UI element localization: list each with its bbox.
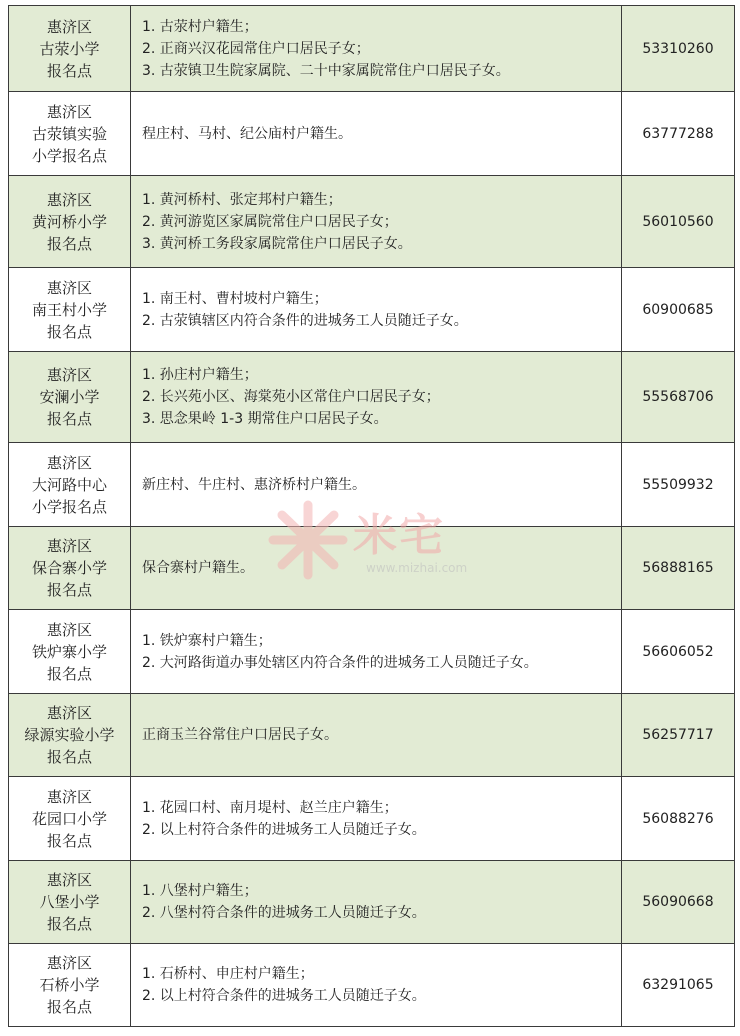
phone-cell: 56257717 (622, 694, 735, 777)
eligibility-cell (131, 694, 622, 777)
school-name-line: 古荥镇实验 (31, 124, 107, 143)
eligibility-line: 1. 南王村、曹村坡村户籍生； (142, 290, 328, 307)
phone-cell: 56606052 (622, 610, 735, 694)
school-name-cell (9, 610, 131, 694)
school-name-line: 报名点 (46, 581, 92, 599)
school-name-line: 报名点 (46, 322, 92, 341)
eligibility-cell (131, 176, 622, 268)
eligibility-line: 1. 八堡村户籍生； (142, 883, 258, 899)
school-name-line: 惠济区 (46, 704, 92, 722)
school-name-line: 惠济区 (46, 620, 92, 639)
phone-cell: 56888165 (622, 527, 735, 610)
table-row (9, 443, 735, 527)
table-row (9, 777, 735, 861)
eligibility-cell (131, 6, 622, 92)
eligibility-line: 2. 以上村符合条件的进城务工人员随迁子女。 (142, 821, 426, 838)
school-name-line: 八堡小学 (39, 893, 100, 911)
school-name-line: 惠济区 (46, 954, 92, 972)
eligibility-cell (131, 777, 622, 861)
school-name-line: 惠济区 (46, 871, 92, 889)
school-name-line: 古荥小学 (39, 39, 100, 58)
table-row (9, 352, 735, 443)
eligibility-line: 1. 花园口村、南月堤村、赵兰庄户籍生； (142, 799, 398, 816)
eligibility-cell (131, 443, 622, 527)
watermark-url: www.mizhai.com (366, 561, 468, 575)
table-row (9, 268, 735, 352)
eligibility-cell (131, 944, 622, 1027)
school-name-cell (9, 861, 131, 944)
table-body (9, 6, 735, 1027)
school-name-line: 报名点 (46, 831, 92, 850)
school-name-line: 报名点 (46, 748, 92, 766)
table-row (9, 694, 735, 777)
eligibility-cell (131, 92, 622, 176)
school-name-line: 保合寨小学 (31, 559, 107, 577)
school-name-line: 报名点 (46, 998, 92, 1016)
eligibility-cell (131, 352, 622, 443)
school-name-line: 报名点 (46, 664, 92, 683)
eligibility-line: 程庄村、马村、纪公庙村户籍生。 (142, 125, 352, 142)
eligibility-cell (131, 268, 622, 352)
phone-cell: 55509932 (622, 443, 735, 527)
school-name-line: 小学报名点 (31, 146, 107, 165)
school-name-line: 小学报名点 (31, 497, 107, 516)
school-name-line: 安澜小学 (39, 388, 100, 406)
school-name-cell (9, 92, 131, 176)
school-name-line: 报名点 (46, 915, 92, 933)
phone-cell: 55568706 (622, 352, 735, 443)
school-name-line: 惠济区 (46, 190, 92, 209)
school-name-cell (9, 944, 131, 1027)
school-name-line: 惠济区 (46, 453, 92, 472)
phone-cell: 53310260 (622, 6, 735, 92)
eligibility-cell (131, 527, 622, 610)
table-row (9, 176, 735, 268)
school-name-cell (9, 694, 131, 777)
school-name-cell (9, 176, 131, 268)
school-name-line: 惠济区 (46, 787, 92, 806)
school-name-line: 铁炉寨小学 (31, 642, 107, 661)
eligibility-line: 2. 八堡村符合条件的进城务工人员随迁子女。 (142, 905, 426, 921)
eligibility-line: 2. 大河路街道办事处辖区内符合条件的进城务工人员随迁子女。 (142, 654, 538, 671)
school-name-cell (9, 777, 131, 861)
phone-cell: 63291065 (622, 944, 735, 1027)
eligibility-line: 2. 以上村符合条件的进城务工人员随迁子女。 (142, 988, 426, 1004)
eligibility-line: 3. 黄河桥工务段家属院常住户口居民子女。 (142, 235, 412, 252)
table-row (9, 527, 735, 610)
eligibility-line: 1. 孙庄村户籍生； (142, 367, 258, 383)
school-name-line: 惠济区 (46, 102, 92, 121)
school-name-line: 绿源实验小学 (24, 726, 115, 744)
enrollment-table-container (8, 5, 734, 1027)
table-row (9, 6, 735, 92)
eligibility-line: 3. 古荥镇卫生院家属院、二十中家属院常住户口居民子女。 (142, 62, 510, 79)
school-name-line: 报名点 (46, 410, 92, 428)
phone-cell: 56090668 (622, 861, 735, 944)
school-name-line: 黄河桥小学 (31, 212, 107, 231)
eligibility-line: 1. 古荥村户籍生； (142, 18, 258, 35)
school-name-line: 大河路中心 (31, 475, 107, 494)
school-name-line: 惠济区 (46, 17, 92, 36)
table-row (9, 944, 735, 1027)
school-name-line: 报名点 (46, 234, 92, 253)
table-row (9, 610, 735, 694)
phone-cell: 60900685 (622, 268, 735, 352)
eligibility-line: 2. 古荥镇辖区内符合条件的进城务工人员随迁子女。 (142, 312, 468, 329)
school-name-line: 报名点 (46, 61, 92, 80)
school-name-line: 南王村小学 (31, 300, 107, 319)
eligibility-line: 保合寨村户籍生。 (142, 560, 254, 576)
school-name-line: 石桥小学 (39, 976, 100, 994)
table-row (9, 92, 735, 176)
eligibility-line: 正商玉兰谷常住户口居民子女。 (142, 727, 338, 743)
phone-cell: 56088276 (622, 777, 735, 861)
table-row (9, 861, 735, 944)
phone-cell: 63777288 (622, 92, 735, 176)
school-name-line: 花园口小学 (31, 809, 107, 828)
watermark-text: 米宅 (353, 510, 445, 561)
phone-cell: 56010560 (622, 176, 735, 268)
eligibility-line: 2. 长兴苑小区、海棠苑小区常住户口居民子女； (142, 389, 440, 405)
school-name-line: 惠济区 (46, 537, 92, 555)
eligibility-cell (131, 861, 622, 944)
school-name-cell (9, 352, 131, 443)
eligibility-line: 1. 铁炉寨村户籍生； (142, 632, 272, 649)
eligibility-line: 1. 黄河桥村、张定邦村户籍生； (142, 191, 342, 208)
school-name-cell (9, 527, 131, 610)
enrollment-table (8, 5, 735, 1027)
eligibility-line: 3. 思念果岭 1-3 期常住户口居民子女。 (142, 411, 388, 427)
school-name-line: 惠济区 (46, 278, 92, 297)
school-name-cell (9, 268, 131, 352)
school-name-cell (9, 6, 131, 92)
eligibility-line: 2. 正商兴汉花园常住户口居民子女； (142, 40, 370, 57)
eligibility-line: 新庄村、牛庄村、惠济桥村户籍生。 (142, 476, 366, 493)
eligibility-cell (131, 610, 622, 694)
school-name-cell (9, 443, 131, 527)
school-name-line: 惠济区 (46, 366, 92, 384)
eligibility-line: 1. 石桥村、申庄村户籍生； (142, 966, 314, 982)
eligibility-line: 2. 黄河游览区家属院常住户口居民子女； (142, 213, 398, 230)
